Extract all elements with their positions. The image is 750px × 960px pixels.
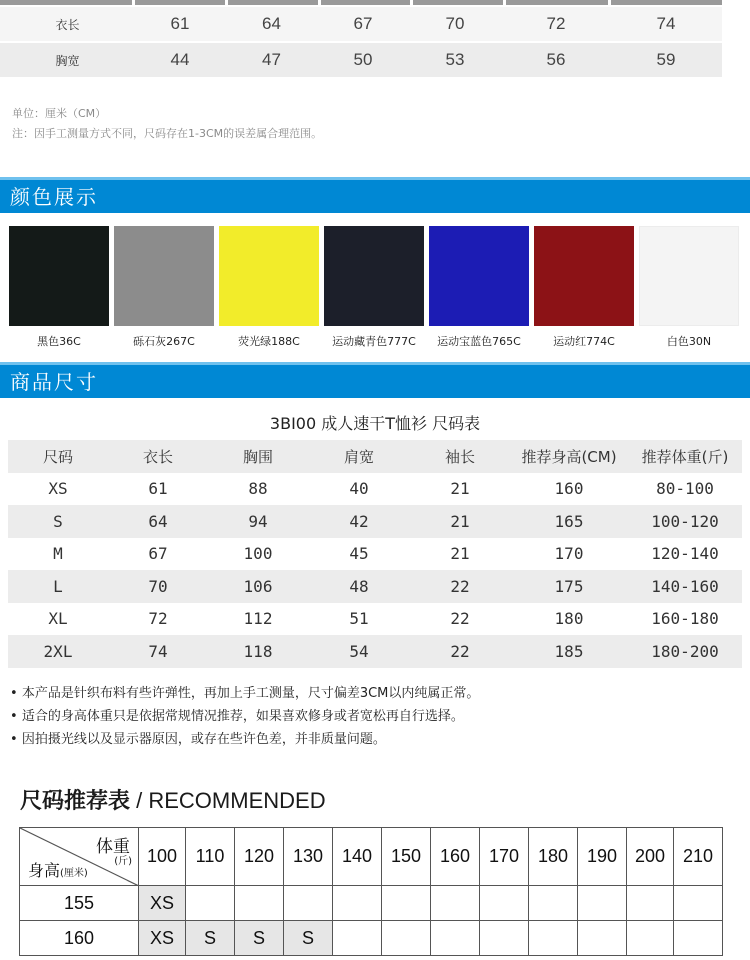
size-cell: S	[235, 921, 284, 956]
size-cell	[529, 921, 578, 956]
swatch-label: 白色30N	[666, 335, 712, 348]
table-cell: 106	[243, 576, 273, 596]
color-swatch[interactable]	[639, 226, 739, 349]
size-cell	[529, 886, 578, 921]
size-cell	[674, 886, 723, 921]
corner-height-text: 身高	[28, 861, 61, 880]
swatch-label: 黑色36C	[37, 335, 81, 348]
note-item: • 适合的身高体重只是依据常规情况推荐，如果喜欢修身或者宽松再自行选择。	[10, 705, 479, 728]
table-cell: 64	[262, 14, 281, 33]
size-cell	[674, 921, 723, 956]
size-cell	[186, 886, 235, 921]
swatch-color-box	[639, 226, 739, 326]
corner-weight-unit: (斤)	[114, 856, 132, 867]
size-cell	[235, 886, 284, 921]
color-swatch[interactable]	[219, 226, 319, 349]
table-cell: 67	[148, 544, 168, 564]
table-cell: 100	[243, 544, 273, 564]
recommend-row	[20, 886, 723, 921]
height-label: 155	[20, 886, 139, 921]
size-section-header	[0, 362, 750, 398]
table-cell: 61	[170, 14, 190, 33]
size-cell: XS	[139, 886, 186, 921]
table-cell: 94	[248, 511, 268, 531]
table-cell: 74	[656, 14, 676, 33]
table-cell: 48	[349, 576, 369, 596]
corner-cell	[20, 828, 139, 886]
weight-header: 210	[674, 828, 723, 886]
unit-note-line: 注：因手工测量方式不同，尺码存在1-3CM的误差属合理范围。	[12, 127, 323, 140]
table-cell: 64	[148, 511, 168, 531]
table-cell: S	[53, 511, 63, 531]
weight-header: 130	[284, 828, 333, 886]
size-cell	[333, 921, 382, 956]
swatch-color-box	[534, 226, 634, 326]
size-cell	[480, 886, 529, 921]
swatch-color-box	[9, 226, 109, 326]
row-label: 衣长	[55, 17, 80, 32]
table-cell: 170	[554, 544, 584, 564]
column-header: 袖长	[444, 447, 475, 466]
table-cell: 59	[656, 50, 676, 69]
size-cell	[431, 921, 480, 956]
table-cell: 67	[353, 14, 373, 33]
table-row	[8, 635, 742, 668]
table-row	[8, 473, 742, 506]
column-header: 胸围	[242, 447, 273, 466]
table-cell: 165	[554, 511, 584, 531]
table-cell: 21	[450, 511, 470, 531]
table-cell: 21	[450, 479, 470, 499]
table-cell: 44	[170, 50, 190, 69]
table-cell: 47	[262, 50, 281, 69]
table-top-border	[0, 0, 722, 5]
size-table	[8, 440, 742, 668]
color-swatches	[9, 226, 744, 349]
column-header: 肩宽	[343, 447, 374, 466]
size-cell	[578, 921, 627, 956]
table-row	[8, 603, 742, 636]
table-cell: 74	[148, 641, 168, 661]
table-cell: 72	[148, 609, 168, 629]
section-title: 颜色展示	[10, 184, 98, 209]
table-row	[8, 505, 742, 538]
recommend-title-cn: 尺码推荐表	[20, 789, 131, 814]
size-cell	[627, 921, 674, 956]
table-cell: 72	[546, 14, 566, 33]
swatch-label: 砾石灰267C	[133, 335, 195, 348]
weight-header: 190	[578, 828, 627, 886]
corner-height-label	[28, 858, 88, 881]
size-cell	[382, 886, 431, 921]
table-cell: 21	[450, 544, 470, 564]
table-row	[8, 538, 742, 571]
table-cell: 80-100	[656, 479, 714, 499]
table-cell: 50	[353, 50, 373, 69]
table-cell: 160-180	[651, 609, 719, 629]
section-title: 商品尺寸	[10, 369, 98, 394]
table-cell: 22	[450, 641, 470, 661]
weight-header: 160	[431, 828, 480, 886]
table-cell: M	[53, 544, 63, 564]
table-cell: 51	[349, 609, 369, 629]
color-swatch[interactable]	[429, 226, 529, 349]
size-cell	[627, 886, 674, 921]
table-cell: 180	[554, 609, 584, 629]
table-cell: 180-200	[651, 641, 719, 661]
column-header: 衣长	[142, 447, 173, 466]
swatch-label: 运动宝蓝色765C	[437, 335, 521, 348]
recommend-table	[19, 827, 723, 956]
table-cell: 22	[450, 609, 470, 629]
swatch-label: 运动红774C	[553, 335, 615, 348]
column-header: 推荐身高(CM)	[521, 447, 617, 466]
row-label: 胸宽	[55, 53, 80, 68]
table-cell: 112	[243, 609, 273, 629]
weight-header: 100	[139, 828, 186, 886]
table-cell: 140-160	[651, 576, 719, 596]
table-cell: 53	[445, 50, 465, 69]
size-cell	[480, 921, 529, 956]
recommend-row	[20, 921, 723, 956]
size-cell: S	[284, 921, 333, 956]
weight-header: 170	[480, 828, 529, 886]
table-cell: 175	[554, 576, 584, 596]
table-cell: 22	[450, 576, 470, 596]
table-cell: 40	[349, 479, 369, 499]
size-cell	[382, 921, 431, 956]
size-cell: XS	[139, 921, 186, 956]
table-cell: 54	[349, 641, 369, 661]
table-cell: L	[53, 576, 63, 596]
table-cell: 120-140	[651, 544, 719, 564]
top-measurement-table	[0, 0, 722, 77]
size-cell	[333, 886, 382, 921]
height-label: 160	[20, 921, 139, 956]
table-row	[0, 43, 722, 77]
size-cell	[578, 886, 627, 921]
weight-header: 120	[235, 828, 284, 886]
table-cell: XL	[48, 609, 68, 629]
swatch-label: 荧光绿188C	[238, 335, 300, 348]
table-row	[0, 7, 722, 41]
recommend-title-en: RECOMMENDED	[148, 788, 326, 813]
table-cell: 45	[349, 544, 369, 564]
weight-header: 180	[529, 828, 578, 886]
table-cell: 56	[546, 50, 566, 69]
weight-header: 150	[382, 828, 431, 886]
note-item: • 因拍摄光线以及显示器原因，或存在些许色差，并非质量问题。	[10, 728, 479, 751]
corner-weight-label: 体重	[96, 837, 130, 857]
size-cell: S	[186, 921, 235, 956]
size-table-title: 3BI00 成人速干T恤衫 尺码表	[269, 414, 481, 433]
table-cell: 70	[445, 14, 465, 33]
corner-height-unit: (厘米)	[60, 868, 88, 879]
note-item: • 本产品是针织布料有些许弹性，再加上手工测量，尺寸偏差3CM以内纯属正常。	[10, 682, 479, 705]
color-swatch[interactable]	[114, 226, 214, 349]
size-cell	[431, 886, 480, 921]
recommend-header-row	[20, 828, 723, 886]
table-cell: 100-120	[651, 511, 719, 531]
table-cell: 61	[148, 479, 168, 499]
table-header-row	[8, 440, 742, 473]
column-header: 推荐体重(斤)	[641, 447, 729, 466]
color-swatch[interactable]	[9, 226, 109, 349]
color-swatch[interactable]	[324, 226, 424, 349]
table-cell: 2XL	[43, 641, 73, 661]
swatch-color-box	[324, 226, 424, 326]
column-header: 尺码	[42, 447, 73, 466]
size-notes	[10, 682, 479, 751]
table-cell: XS	[48, 479, 68, 499]
recommend-title	[20, 784, 326, 815]
swatch-color-box	[429, 226, 529, 326]
recommend-title-sep: /	[130, 788, 149, 813]
unit-note-line: 单位：厘米（CM）	[12, 107, 107, 120]
swatch-color-box	[114, 226, 214, 326]
unit-note	[12, 104, 322, 144]
swatch-color-box	[219, 226, 319, 326]
table-cell: 160	[554, 479, 584, 499]
table-row	[8, 570, 742, 603]
weight-header: 110	[186, 828, 235, 886]
swatch-label: 运动藏青色777C	[332, 335, 416, 348]
table-cell: 185	[554, 641, 584, 661]
size-cell	[284, 886, 333, 921]
color-section-header	[0, 177, 750, 213]
table-cell: 118	[243, 641, 273, 661]
table-cell: 70	[148, 576, 168, 596]
table-cell: 42	[349, 511, 369, 531]
color-swatch[interactable]	[534, 226, 634, 349]
weight-header: 200	[627, 828, 674, 886]
weight-header: 140	[333, 828, 382, 886]
table-cell: 88	[248, 479, 268, 499]
